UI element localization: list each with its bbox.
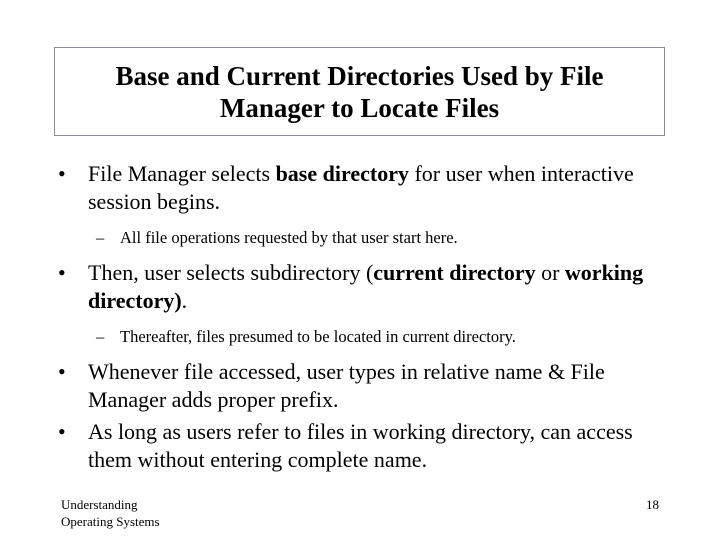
- slide-title: Base and Current Directories Used by File Manager to Locate Files: [115, 60, 604, 123]
- title-box: [54, 47, 665, 136]
- sub-bullet-text: All file operations requested by that user start here.: [120, 228, 458, 247]
- sub-bullet-item: [58, 227, 658, 249]
- sub-bullet-dash: –: [96, 327, 105, 346]
- bullet-text-part: Then, user selects subdirectory (: [88, 260, 374, 285]
- bullet-text-bold: current directory: [373, 260, 536, 285]
- footer-course-title: [61, 496, 160, 530]
- bullet-dot: •: [58, 161, 66, 186]
- bullet-dot: •: [58, 260, 66, 285]
- bullet-text-bold: working directory): [88, 260, 644, 313]
- bullet-text-part: or: [535, 260, 565, 285]
- sub-bullet-text: Thereafter, files presumed to be located in current directory.: [120, 327, 516, 346]
- bullet-dot: •: [58, 419, 66, 444]
- bullet-text-part: for user when interactive session begins.: [88, 161, 634, 214]
- bullet-text-bold: base directory: [275, 161, 409, 186]
- slide-content: [58, 160, 658, 474]
- bullet-text-part: Whenever file accessed, user types in relative name & File Manager adds proper prefix.: [88, 359, 605, 412]
- page-number: 18: [646, 497, 659, 512]
- sub-bullet-item: [58, 326, 658, 348]
- footer-line: Operating Systems: [61, 514, 160, 529]
- bullet-item: [58, 259, 658, 315]
- bullet-text-part: File Manager selects: [88, 161, 276, 186]
- footer-line: Understanding: [61, 497, 138, 512]
- bullet-text-part: As long as users refer to files in working directory, can access them without entering complete name.: [88, 419, 633, 472]
- bullet-item: [58, 358, 658, 414]
- bullet-item: [58, 160, 658, 216]
- bullet-item: [58, 418, 658, 474]
- bullet-text-part: .: [181, 288, 188, 313]
- bullet-dot: •: [58, 359, 66, 384]
- sub-bullet-dash: –: [96, 228, 105, 247]
